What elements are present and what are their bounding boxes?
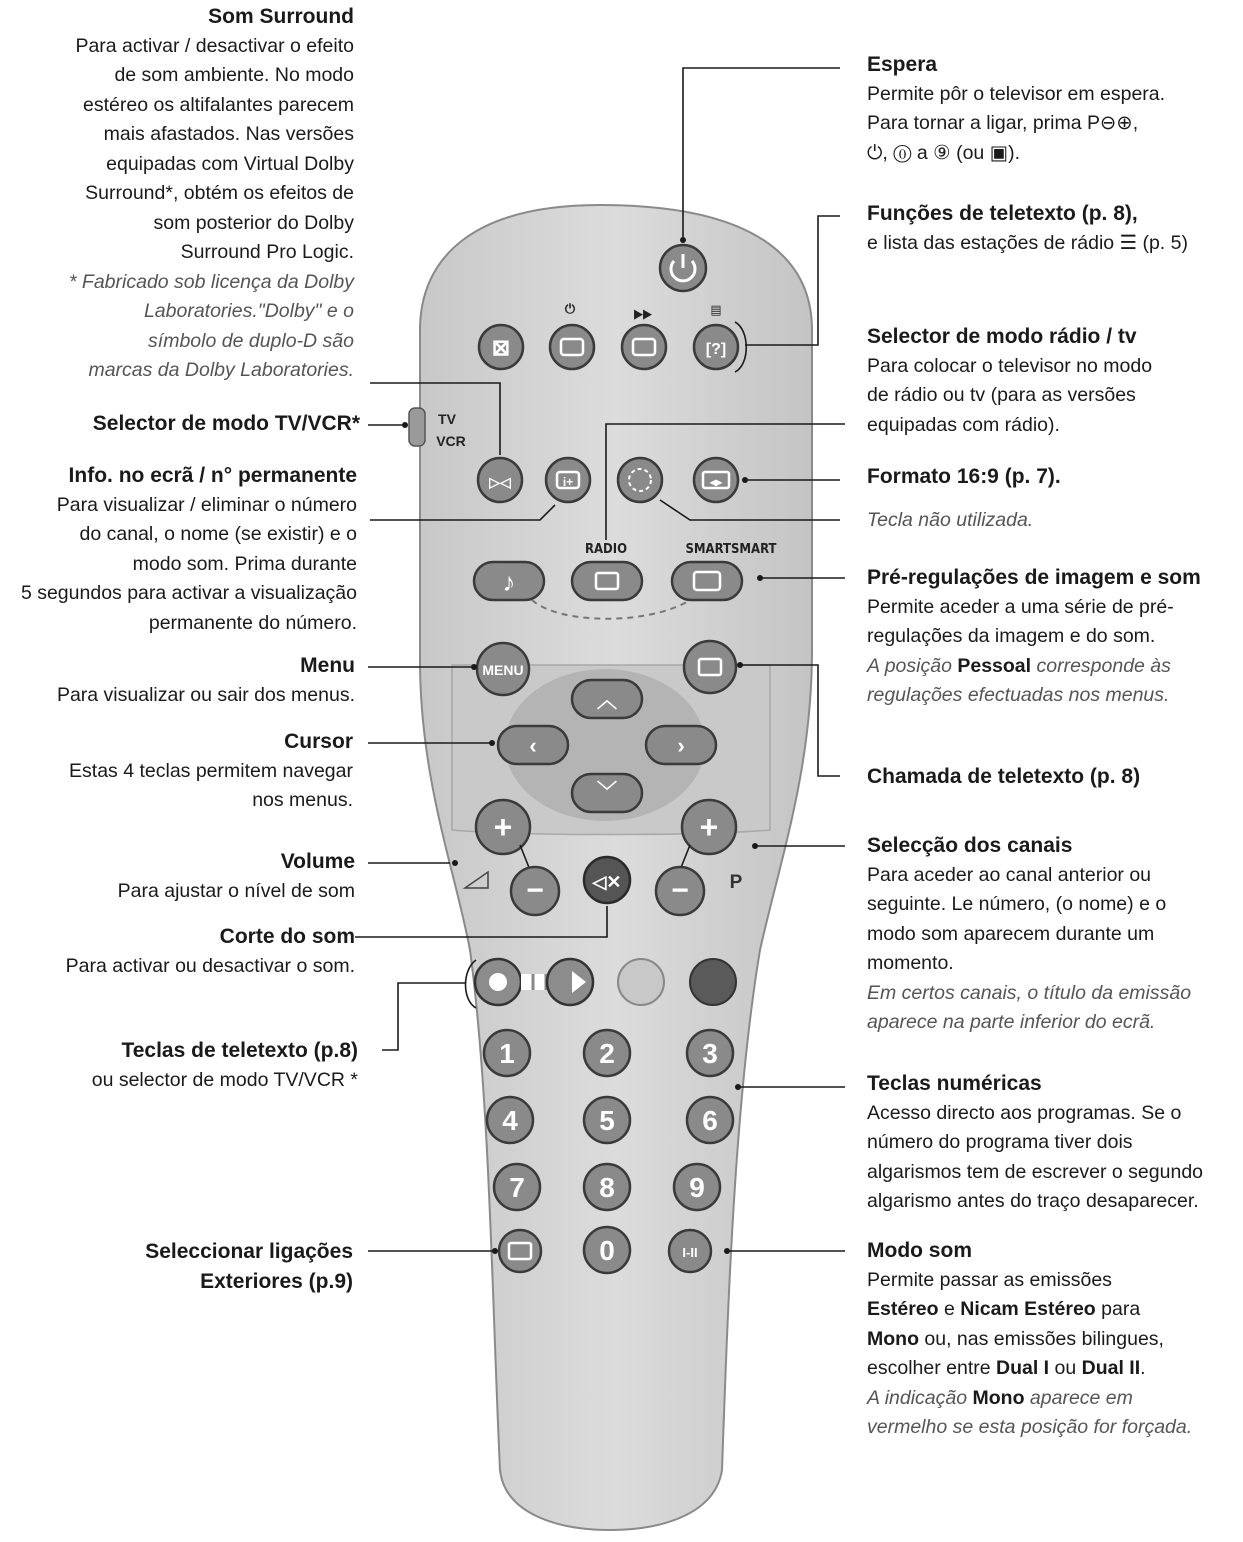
- radio-label: RADIO: [584, 542, 628, 557]
- annotation-surround: Som Surround Para activar / desactivar o efeito de som ambiente. No modo estéreo os altifalantes parecem mais afastados. Nas versões equipadas com Virtual Dolby Surround*, obtém os efeitos de som posterior do Dolby Surround Pro Logic. * Fabricado sob licença da Dolby Laboratories."Dolby" e o símbolo de duplo-D são marcas da Dolby Laboratories.: [0, 2, 354, 386]
- bowtie-icon: ▷◁: [489, 474, 511, 490]
- annotation-numeric: Teclas numéricas Acesso directo aos programas. Se o número do programa tiver dois algarismos tem de escrever o segundo algarismo antes do traço desaparecer.: [867, 1072, 1204, 1212]
- annotation-sound-mode: Modo som Permite passar as emissões Estéreo e Nicam Estéreo para Mono ou, nas emissões bilingues, escolher entre Dual I ou Dual II. A indicação Mono aparece em vermelho se esta posição for forçada.: [867, 1239, 1193, 1438]
- tv-label: TV: [438, 411, 456, 427]
- digit-label-2: 2: [599, 1038, 615, 1069]
- chevron-down-icon: ﹀: [597, 781, 617, 803]
- unused-button: [618, 458, 662, 502]
- smart-label: SMARTSMART: [685, 542, 777, 557]
- plus-icon: +: [493, 809, 513, 845]
- annotation-teletext-keys: Teclas de teletexto (p.8) ou selector de modo TV/VCR *: [91, 1039, 358, 1091]
- annotation-channels: Selecção dos canais Para aceder ao canal anterior ou seguinte. Le número, (o nome) e o modo som aparecem durante um momento. Em certos canais, o título da emissão aparece na parte inferior do ecrã.: [867, 834, 1192, 1033]
- annotation-mute: Corte do som Para activar ou desactivar o som.: [65, 925, 355, 977]
- sound-mode-label: I-II: [682, 1245, 698, 1260]
- info-icon: i+: [562, 475, 574, 489]
- fast-forward-symbol-icon: ▶▶: [634, 307, 652, 322]
- annotation-unused: Tecla não utilizada.: [867, 509, 1034, 531]
- chevron-up-icon: ︿: [597, 690, 617, 712]
- plus-icon-2: +: [699, 809, 719, 845]
- green-key: [547, 959, 593, 1005]
- digit-label-3: 3: [702, 1038, 718, 1069]
- menu-label: MENU: [482, 662, 524, 678]
- annotation-info: Info. no ecrã / n° permanente Para visualizar / eliminar o número do canal, o nome (se existir) e o modo som. Prima durante 5 segundos para activar a visualização permanente do número.: [20, 464, 357, 634]
- digit-label-9: 9: [689, 1172, 705, 1203]
- surround-icon: ⊠: [491, 335, 511, 360]
- digit-label-7: 7: [509, 1172, 525, 1203]
- format-16-9-icon: ◂▸: [709, 475, 723, 489]
- mute-icon: ◁✕: [592, 872, 622, 892]
- tv-vcr-switch: [409, 408, 425, 446]
- annotation-teletext-call: Chamada de teletexto (p. 8): [867, 765, 1141, 788]
- annotation-external: Seleccionar ligações Exteriores (p.9): [145, 1240, 353, 1293]
- timer-symbol-icon: ⏻: [564, 302, 576, 317]
- vcr-label: VCR: [436, 433, 466, 449]
- digit-label-0: 0: [599, 1235, 615, 1266]
- smart-picture-button: [672, 562, 742, 600]
- annotation-tv-vcr: Selector de modo TV/VCR*: [92, 412, 360, 435]
- radio-tv-button: [572, 562, 642, 600]
- annotation-volume: Volume Para ajustar o nível de som: [117, 850, 355, 902]
- minus-icon-2: −: [671, 874, 689, 907]
- annotation-standby: Espera Permite pôr o televisor em espera. Para tornar a ligar, prima P⊖⊕, ⏻, ⓪ a ⑨ (ou ▣).: [867, 53, 1166, 164]
- annotation-teletext-functions: Funções de teletexto (p. 8), e lista das estações de rádio ☰ (p. 5): [867, 202, 1188, 254]
- yellow-key: [618, 959, 664, 1005]
- teletext-button-1: [550, 325, 594, 369]
- teletext-call-button: [684, 641, 736, 693]
- chevron-right-icon: ›: [677, 733, 685, 758]
- annotation-format: Formato 16:9 (p. 7).: [867, 465, 1061, 488]
- teletext-button-2: [622, 325, 666, 369]
- digit-label-1: 1: [499, 1038, 515, 1069]
- list-symbol-icon: ▤: [710, 303, 722, 318]
- annotation-menu: Menu Para visualizar ou sair dos menus.: [56, 654, 355, 706]
- digit-label-6: 6: [702, 1105, 718, 1136]
- digit-label-5: 5: [599, 1105, 615, 1136]
- program-label: P: [729, 872, 743, 893]
- digit-label-8: 8: [599, 1172, 615, 1203]
- digit-label-4: 4: [502, 1105, 518, 1136]
- annotation-presets: Pré-regulações de imagem e som Permite aceder a uma série de pré- regulações da imagem e do som. A posição Pessoal corresponde às regulações efectuadas nos menus.: [867, 566, 1201, 706]
- teletext-reveal-icon: [?]: [705, 341, 727, 358]
- surround-title: Som Surround: [208, 5, 354, 28]
- music-note-icon: ♪: [502, 567, 516, 597]
- external-button: [499, 1230, 541, 1272]
- chevron-left-icon: ‹: [529, 733, 537, 758]
- minus-icon: −: [526, 874, 544, 907]
- annotation-cursor: Cursor Estas 4 teclas permitem navegar nos menus.: [69, 730, 353, 811]
- blue-key: [690, 959, 736, 1005]
- annotation-radio-tv: Selector de modo rádio / tv Para colocar o televisor no modo de rádio ou tv (para as versões equipadas com rádio).: [867, 325, 1153, 436]
